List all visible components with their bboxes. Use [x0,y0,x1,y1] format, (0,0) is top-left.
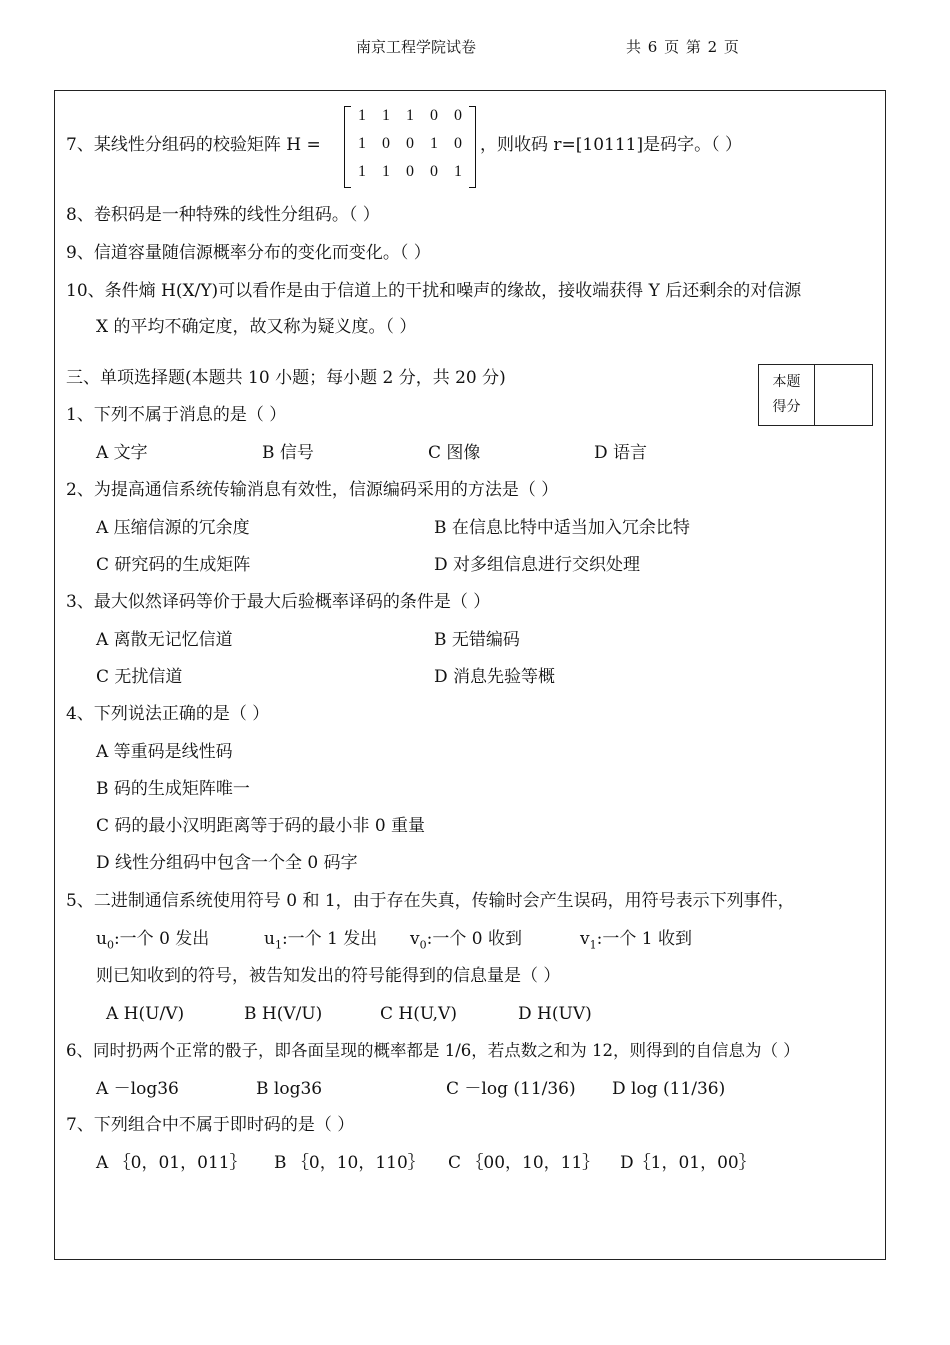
option: D 线性分组码中包含一个全 0 码字 [96,853,358,873]
event-symbol: v [580,929,590,949]
event-text: :一个 0 发出 [113,929,210,949]
event-u1 [264,928,377,956]
event-v0 [410,928,522,956]
matrix-cell: 1 [382,163,390,180]
option: A 等重码是线性码 [96,742,233,762]
option: C 图像 [428,443,481,463]
judge-q10-line1: 10、条件熵 H(X/Y)可以看作是由于信道上的干扰和噪声的缘故，接收端获得 Y 后还剩余的对信源 [66,281,802,301]
score-label [759,365,815,425]
option: C －log (11/36) [446,1079,576,1099]
event-text: :一个 0 收到 [426,929,522,949]
matrix-cell: 0 [454,135,462,152]
judge-q10-line2: X 的平均不确定度，故又称为疑义度。（ ） [96,317,417,337]
event-u0 [96,928,209,956]
matrix-row [350,135,470,153]
option: B 码的生成矩阵唯一 [96,779,250,799]
choice-q1: 1、下列不属于消息的是（ ） [66,405,287,425]
matrix-right-bracket [469,106,476,188]
event-text: :一个 1 发出 [281,929,378,949]
judge-q9: 9、信道容量随信源概率分布的变化而变化。（ ） [66,243,431,263]
option: B ｛0，10，110｝ [274,1153,425,1173]
choice-q4: 4、下列说法正确的是（ ） [66,704,270,724]
matrix-row [350,107,470,125]
option: B 信号 [262,443,314,463]
event-subscript: 1 [589,938,597,952]
option: C H(U,V) [380,1004,457,1024]
option: C ｛00，10，11｝ [448,1153,600,1173]
option: A －log36 [96,1079,179,1099]
option: D 消息先验等概 [434,667,556,687]
matrix-cell: 1 [382,107,390,124]
choice-q7: 7、下列组合中不属于即时码的是（ ） [66,1115,355,1135]
score-box [758,364,873,426]
score-label-line: 本题 [772,374,801,390]
matrix-cell: 0 [430,163,438,180]
option: B 在信息比特中适当加入冗余比特 [434,518,690,538]
matrix-row [350,163,470,181]
matrix-cell: 1 [358,107,366,124]
matrix-cell: 1 [430,135,438,152]
matrix-cell: 1 [454,163,462,180]
judge-q7-prefix: 7、某线性分组码的校验矩阵 H = [66,135,321,155]
check-matrix [344,106,476,188]
option: D H(UV) [518,1004,592,1024]
option: C 码的最小汉明距离等于码的最小非 0 重量 [96,816,426,836]
event-subscript: 0 [419,938,427,952]
judge-q8: 8、卷积码是一种特殊的线性分组码。（ ） [66,205,380,225]
event-symbol: u [264,929,275,949]
option: D｛1，01，00｝ [620,1153,756,1173]
option: A 文字 [96,443,148,463]
option: A H(U/V) [106,1004,185,1024]
option: A 离散无记忆信道 [96,630,233,650]
matrix-cell: 1 [406,107,414,124]
matrix-cell: 1 [358,163,366,180]
event-subscript: 0 [106,938,114,952]
matrix-cell: 0 [430,107,438,124]
option: B 无错编码 [434,630,520,650]
matrix-cell: 0 [406,163,414,180]
matrix-cell: 0 [454,107,462,124]
option: C 研究码的生成矩阵 [96,555,251,575]
option: B log36 [256,1079,323,1099]
option: C 无扰信道 [96,667,183,687]
option: A 压缩信源的冗余度 [96,518,250,538]
section3-title: 三、单项选择题(本题共 10 小题；每小题 2 分，共 20 分) [66,368,506,388]
matrix-cell: 0 [406,135,414,152]
choice-q2: 2、为提高通信系统传输消息有效性，信源编码采用的方法是（ ） [66,480,559,500]
event-v1 [580,928,692,956]
matrix-cell: 0 [382,135,390,152]
choice-q5-line3: 则已知收到的符号，被告知发出的符号能得到的信息量是（ ） [96,966,561,986]
option: D log (11/36) [612,1079,726,1099]
choice-q6: 6、同时扔两个正常的骰子，即各面呈现的概率都是 1/6，若点数之和为 12，则得到的自信息为（ ） [66,1041,800,1060]
score-label-line: 得分 [772,399,801,415]
event-subscript: 1 [274,938,282,952]
choice-q3: 3、最大似然译码等价于最大后验概率译码的条件是（ ） [66,592,491,612]
option: D 语言 [594,443,648,463]
event-text: :一个 1 收到 [596,929,692,949]
page-header [0,36,950,60]
option: D 对多组信息进行交织处理 [434,555,641,575]
event-symbol: u [96,929,107,949]
page-count: 共 6 页 第 2 页 [626,38,740,56]
school-title: 南京工程学院试卷 [356,38,477,56]
option: B H(V/U) [244,1004,323,1024]
judge-q7-suffix: ，则收码 r=[10111]是码字。（ ） [480,135,743,155]
choice-q5-line1: 5、二进制通信系统使用符号 0 和 1，由于存在失真，传输时会产生误码，用符号表示下列事件， [66,891,795,911]
matrix-cell: 1 [358,135,366,152]
event-symbol: v [410,929,420,949]
option: A ｛0，01，011｝ [96,1153,247,1173]
